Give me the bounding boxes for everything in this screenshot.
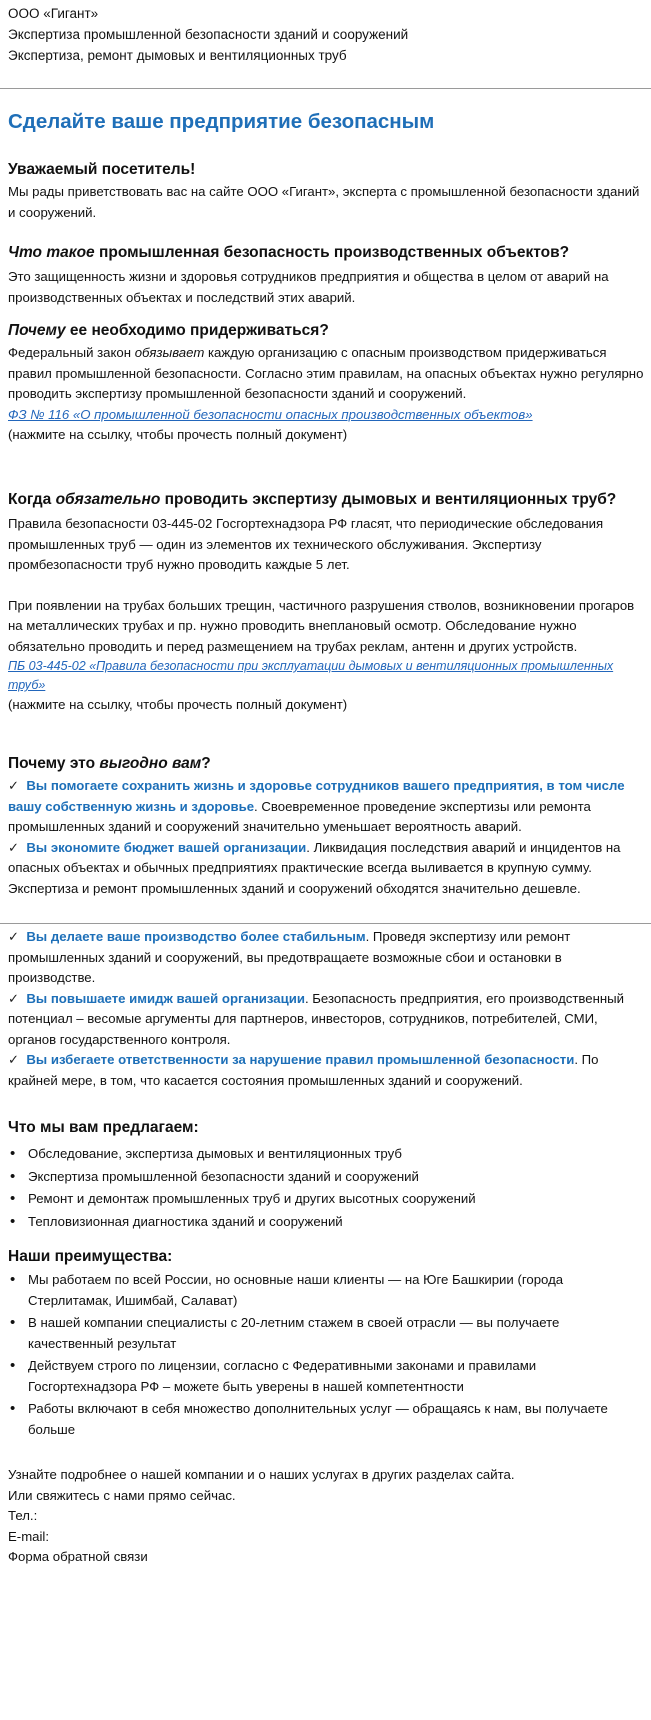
why-link-note: (нажмите на ссылку, чтобы прочесть полный документ) (8, 427, 348, 442)
what-section (8, 242, 644, 308)
what-heading-rest: промышленная безопасность производственных объектов? (94, 244, 570, 261)
why-heading-emphasis: Почему (8, 322, 66, 339)
benefit-item-text: . Проведя экспертизу или ремонт промышленных зданий и сооружений, вы предотвращаете возможные сбои и остановки в производстве. (8, 929, 571, 985)
why-heading (8, 320, 644, 341)
benefit-item (8, 927, 644, 989)
why-text-b: каждую организацию с опасным производством придерживаться правил промышленной безопасности. Согласно этим правилам, на опасных объектах нужно регулярно проводить экспертизу промышленной безопасности зданий и сооружений. (8, 345, 644, 401)
offer-item: • Обследование, экспертиза дымовых и вентиляционных труб (8, 1144, 644, 1165)
what-heading (8, 242, 644, 263)
email-label: E-mail: (8, 1528, 50, 1544)
when-heading-a: Когда (8, 491, 56, 508)
benefit-heading (8, 753, 644, 774)
what-text: Это защищенность жизни и здоровья сотрудников предприятия и общества в целом от аварий на производственных объектах и последствий этих аварий. (8, 269, 609, 305)
check-icon: ✓ (8, 778, 20, 793)
benefit-item-text: . По крайней мере, в том, что касается состояния промышленных зданий и сооружений. (8, 1052, 599, 1088)
company-name: ООО «Гигант» (8, 6, 99, 21)
contact-line-1: Узнайте подробнее о нашей компании и о наших услугах в других разделах сайта. (8, 1467, 515, 1482)
header-line-2: Экспертиза, ремонт дымовых и вентиляционных труб (8, 48, 347, 63)
benefit-item-text: . Безопасность предприятия, его производственный потенциал – весомые аргументы для партнеров, инвесторов, сотрудников, потребителей, СМИ, органов государственного контроля. (8, 990, 625, 1047)
why-text-emphasis: обязывает (134, 345, 205, 360)
offer-item: • Экспертиза промышленной безопасности зданий и сооружений (8, 1167, 644, 1188)
benefit-item-highlight: Вы повышаете имидж вашей организации (26, 990, 305, 1006)
check-icon: ✓ (8, 1052, 20, 1067)
when-link-note: (нажмите на ссылку, чтобы прочесть полный документ) (8, 697, 348, 712)
section-divider (0, 923, 651, 924)
offer-heading: Что мы вам предлагаем: (8, 1119, 199, 1136)
benefit-item-highlight: Вы делаете ваше производство более стабильным (26, 929, 366, 944)
when-text-1: Правила безопасности 03-445-02 Госгортехнадзора РФ гласят, что периодические обследования промышленных труб — один из элементов их технического обслуживания. Экспертизу промбезопасности труб нужно проводить каждые 5 лет. (8, 516, 604, 572)
benefit-heading-a: Почему это (8, 755, 100, 772)
check-icon: ✓ (8, 839, 20, 855)
contact-section (8, 1465, 644, 1568)
offer-item: • Ремонт и демонтаж промышленных труб и других высотных сооружений (8, 1189, 644, 1210)
benefit-item (8, 989, 644, 1051)
benefit-item (8, 838, 644, 900)
offer-section (8, 1117, 644, 1232)
benefit-section-continued (8, 927, 644, 1091)
benefit-item (8, 1050, 644, 1091)
page-title: Сделайте ваше предприятие безопасным (8, 110, 435, 133)
when-heading (8, 489, 644, 510)
welcome-section (8, 159, 644, 223)
advantages-list (8, 1270, 644, 1440)
advantage-item: • Мы работаем по всей России, но основные наши клиенты — на Юге Башкирии (города Стерлитамак, Ишимбай, Салават) (8, 1270, 644, 1311)
benefit-item-highlight: Вы избегаете ответственности за нарушение правил промышленной безопасности (26, 1052, 575, 1067)
benefit-item-text: . Ликвидация последствия аварий и инцидентов на опасных объектах и обычных предприятиях практические всегда выливается в крупную сумму. Экспертиза и ремонт промышленных зданий и сооружений обходятся значительно дешевле. (8, 839, 621, 896)
site-header (8, 3, 644, 66)
benefit-item (8, 776, 644, 838)
offer-item: • Тепловизионная диагностика зданий и сооружений (8, 1212, 644, 1233)
why-heading-rest: ее необходимо придерживаться? (65, 322, 329, 339)
benefit-section (8, 753, 644, 899)
offer-list (8, 1144, 644, 1232)
check-icon: ✓ (8, 929, 20, 944)
welcome-heading: Уважаемый посетитель! (8, 161, 196, 178)
header-line-1: Экспертиза промышленной безопасности зданий и сооружений (8, 27, 409, 42)
law-116-link[interactable]: ФЗ № 116 «О промышленной безопасности опасных производственных объектов» (8, 406, 533, 422)
benefit-heading-b: ? (201, 755, 211, 772)
when-heading-emphasis: обязательно (55, 491, 161, 508)
benefit-item-text: . Своевременное проведение экспертизы или ремонта промышленных зданий и сооружений значительно уменьшает вероятность аварий. (8, 798, 591, 834)
when-heading-b: проводить экспертизу дымовых и вентиляционных труб? (160, 491, 617, 508)
advantages-heading: Наши преимущества: (8, 1248, 173, 1265)
benefit-item-highlight: Вы помогаете сохранить жизнь и здоровье сотрудников вашего предприятия, в том числе вашу собственную жизнь и здоровье (8, 778, 625, 814)
benefit-item-highlight: Вы экономите бюджет вашей организации (26, 839, 307, 855)
advantage-item: • В нашей компании специалисты с 20-летним стажем в своей отрасли — вы получаете качественный результат (8, 1313, 644, 1354)
benefit-heading-emphasis: выгодно вам (99, 755, 202, 772)
contact-line-2: Или свяжитесь с нами прямо сейчас. (8, 1487, 236, 1503)
when-text-2: При появлении на трубах больших трещин, частичного разрушения стволов, возникновении прогаров на металлических трубах и пр. нужно проводить внеплановый осмотр. Обследование нужно обязательно проводить и перед размещением на трубах реклам, антенн и других устройств. (8, 597, 635, 654)
why-text-a: Федеральный закон (8, 345, 135, 360)
why-section (8, 320, 644, 446)
what-heading-emphasis: Что такое (8, 244, 95, 261)
welcome-text: Мы рады приветствовать вас на сайте ООО «Гигант», эксперта с промышленной безопасности зданий и сооружений. (8, 184, 640, 220)
feedback-form-link[interactable]: Форма обратной связи (8, 1549, 148, 1564)
check-icon: ✓ (8, 990, 20, 1006)
pb-03-445-02-link[interactable]: ПБ 03-445-02 «Правила безопасности при эксплуатации дымовых и вентиляционных промышленных труб» (8, 659, 614, 692)
advantages-section (8, 1246, 644, 1442)
advantage-item: • Работы включают в себя множество дополнительных услуг — обращаясь к нам, вы получаете больше (8, 1399, 644, 1440)
phone-label: Тел.: (8, 1508, 38, 1523)
why-text (8, 343, 644, 405)
header-divider (0, 88, 651, 89)
when-section (8, 489, 644, 716)
advantage-item: • Действуем строго по лицензии, согласно с Федеративными законами и правилами Госгортехнадзора РФ – можете быть уверены в нашей компетентности (8, 1356, 644, 1397)
